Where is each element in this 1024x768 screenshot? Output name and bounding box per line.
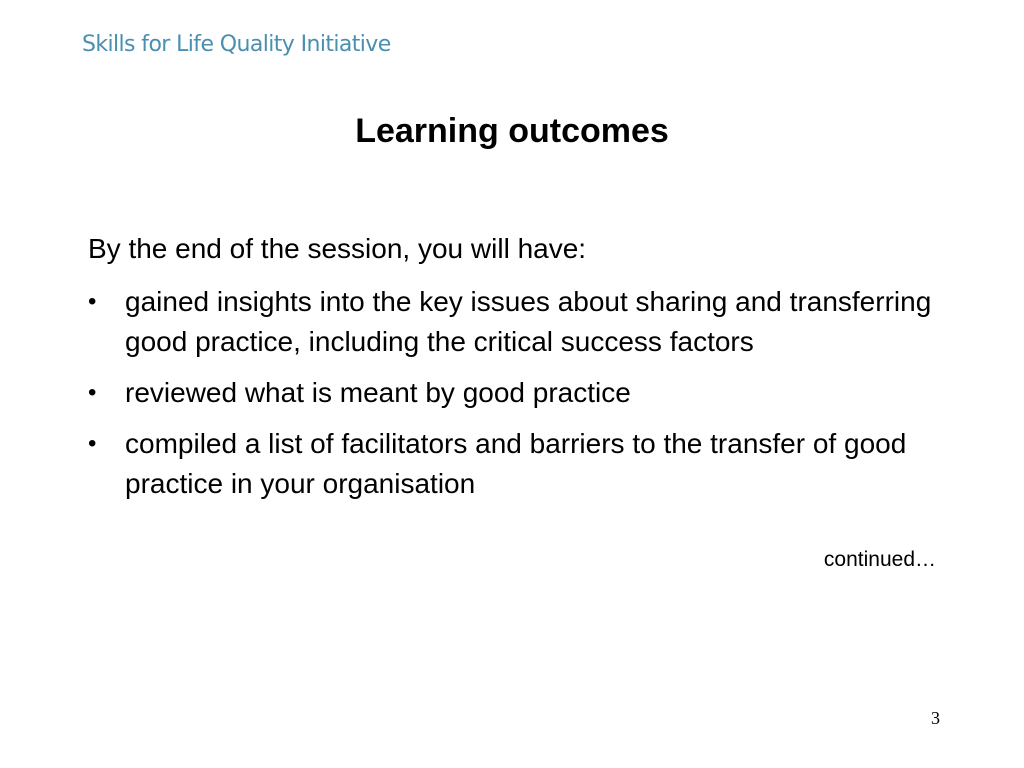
bullet-text: compiled a list of facilitators and barriers to the transfer of good practice in your organisation	[125, 428, 907, 499]
bullet-list	[88, 282, 948, 515]
bullet-icon: •	[88, 379, 97, 406]
bullet-text: gained insights into the key issues about sharing and transferring good practice, including the critical success factors	[125, 286, 932, 357]
intro-text: By the end of the session, you will have:	[88, 233, 587, 264]
brand-logo-text: Skills for Life Quality Initiative	[82, 32, 391, 57]
bullet-item	[88, 282, 948, 362]
continued-note: continued…	[823, 548, 936, 571]
slide-title: Learning outcomes	[355, 112, 669, 150]
page-number: 3	[931, 708, 940, 728]
bullet-text: reviewed what is meant by good practice	[125, 377, 631, 408]
bullet-icon: •	[88, 288, 97, 315]
bullet-item	[88, 424, 948, 504]
bullet-icon: •	[88, 430, 97, 457]
bullet-item	[88, 373, 948, 413]
